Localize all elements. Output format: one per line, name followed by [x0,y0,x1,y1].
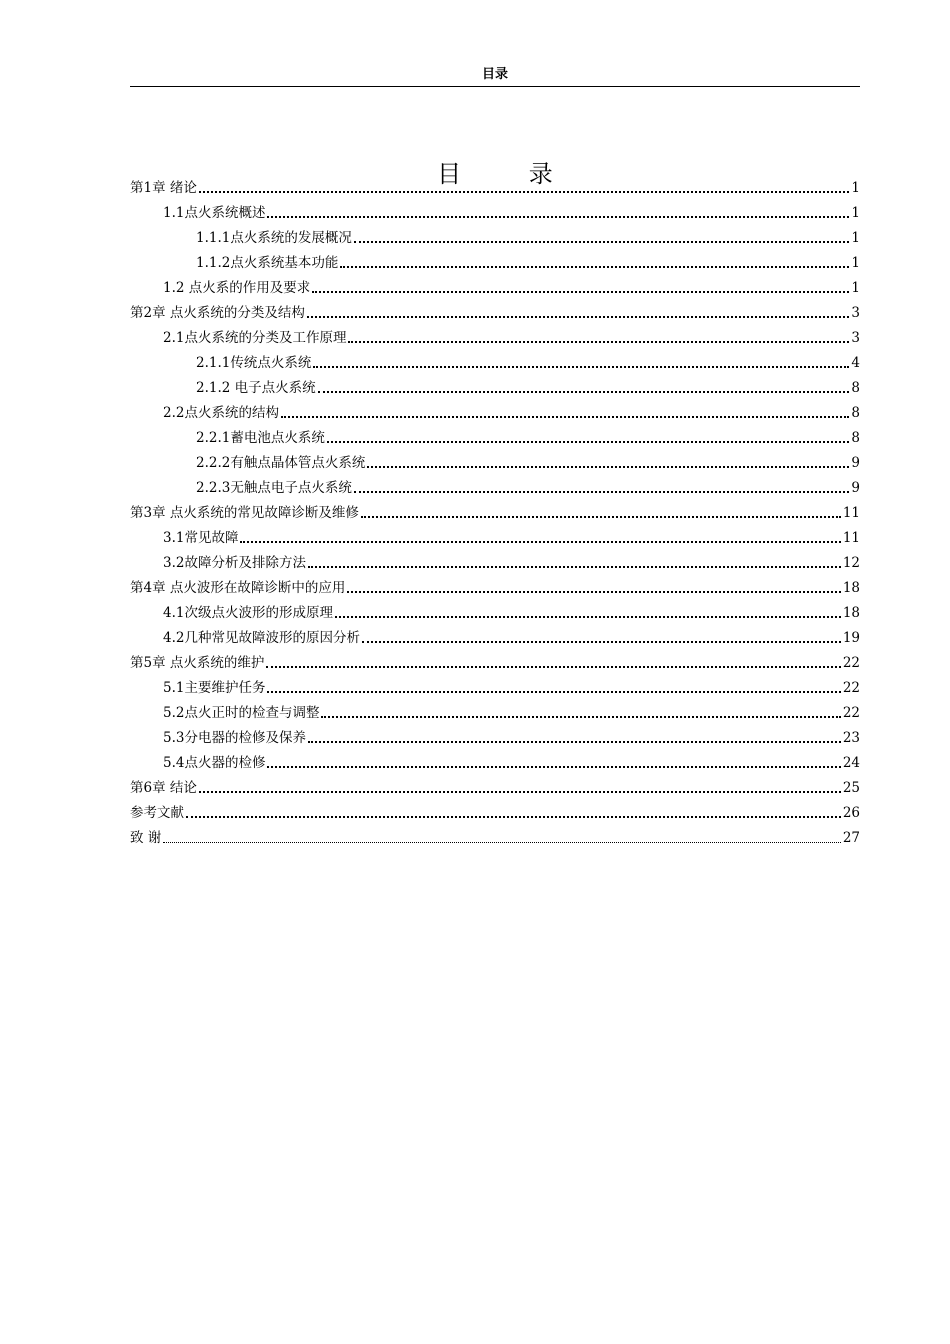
toc-page-number: 11 [842,505,860,521]
toc-entry-label: 4.2几种常见故障波形的原因分析 [163,630,360,646]
toc-entry[interactable] [130,622,860,647]
toc-page-number: 1 [851,280,860,296]
toc-entry-label: 第6章 结论 [130,780,197,796]
toc-entry[interactable] [130,322,860,347]
toc-dot-leader [267,766,840,768]
toc-entry-label: 第5章 点火系统的维护 [130,655,265,671]
toc-entry-label: 第3章 点火系统的常见故障诊断及维修 [130,505,359,521]
toc-page-number: 11 [842,530,860,546]
toc-entry-label: 2.2点火系统的结构 [163,405,279,421]
toc-dot-leader [267,691,840,693]
toc-page-number: 24 [842,755,860,771]
toc-entry-label: 致 谢 [130,830,162,846]
toc-page-number: 4 [851,355,860,371]
toc-dot-leader [308,566,841,568]
table-of-contents [130,172,860,847]
toc-entry[interactable] [130,247,860,272]
toc-entry[interactable] [130,597,860,622]
toc-entry[interactable] [130,647,860,672]
toc-dot-leader [347,591,840,593]
toc-page-number: 8 [851,380,860,396]
toc-dot-leader [321,716,840,718]
toc-entry[interactable] [130,197,860,222]
toc-entry-label: 2.1.1传统点火系统 [196,355,312,371]
toc-entry[interactable] [130,447,860,472]
toc-page-number: 1 [851,205,860,221]
toc-entry[interactable] [130,397,860,422]
toc-dot-leader [327,441,850,443]
toc-entry-label: 2.2.1蓄电池点火系统 [196,430,325,446]
toc-page-number: 1 [851,230,860,246]
toc-entry[interactable] [130,497,860,522]
toc-entry[interactable] [130,697,860,722]
toc-entry-label: 5.4点火器的检修 [163,755,266,771]
toc-dot-leader [308,741,841,743]
toc-page-number: 1 [851,180,860,196]
toc-entry-label: 2.1.2 电子点火系统 [196,380,316,396]
toc-entry[interactable] [130,372,860,397]
toc-entry[interactable] [130,422,860,447]
toc-dot-leader [199,791,841,793]
toc-entry-label: 5.3分电器的检修及保养 [163,730,306,746]
toc-entry[interactable] [130,522,860,547]
toc-dot-leader [313,366,849,368]
toc-dot-leader [362,641,841,643]
toc-dot-leader [267,216,849,218]
toc-entry-label: 1.1点火系统概述 [163,205,266,221]
toc-entry[interactable] [130,472,860,497]
toc-page-number: 22 [842,705,860,721]
running-header-title: 目录 [481,67,508,82]
toc-entry-label: 3.1常见故障 [163,530,239,546]
toc-dot-leader [340,266,849,268]
toc-page-number: 9 [851,455,860,471]
toc-entry[interactable] [130,272,860,297]
toc-page-number: 18 [842,605,860,621]
toc-dot-leader [367,466,849,468]
toc-entry-label: 第2章 点火系统的分类及结构 [130,305,305,321]
toc-page-number: 25 [842,780,860,796]
toc-page-number: 19 [842,630,860,646]
toc-entry[interactable] [130,222,860,247]
toc-entry[interactable] [130,347,860,372]
toc-entry[interactable] [130,172,860,197]
toc-entry[interactable] [130,772,860,797]
toc-entry[interactable] [130,297,860,322]
toc-page-number: 22 [842,680,860,696]
toc-page-number: 1 [851,255,860,271]
toc-entry-label: 1.1.2点火系统基本功能 [196,255,339,271]
toc-entry-label: 1.2 点火系的作用及要求 [163,280,311,296]
toc-entry-label: 5.2点火正时的检查与调整 [163,705,320,721]
toc-dot-leader [354,241,850,243]
toc-entry[interactable] [130,822,860,847]
toc-entry[interactable] [130,747,860,772]
toc-page-number: 9 [851,480,860,496]
toc-dot-leader [240,541,840,543]
toc-entry[interactable] [130,722,860,747]
toc-page-number: 27 [842,830,860,846]
toc-entry-label: 3.2故障分析及排除方法 [163,555,306,571]
toc-entry-label: 1.1.1点火系统的发展概况 [196,230,352,246]
toc-dot-leader [312,291,849,293]
toc-entry[interactable] [130,572,860,597]
toc-dot-leader [281,416,849,418]
toc-page-number: 8 [851,405,860,421]
toc-page-number: 12 [842,555,860,571]
toc-entry-label: 第1章 绪论 [130,180,197,196]
toc-dot-leader [354,491,850,493]
toc-dot-leader [361,516,841,518]
toc-entry[interactable] [130,672,860,697]
toc-entry-label: 2.2.2有触点晶体管点火系统 [196,455,366,471]
toc-entry-label: 参考文献 [130,805,184,821]
toc-dot-leader [348,341,849,343]
toc-entry-label: 5.1主要维护任务 [163,680,266,696]
toc-page-number: 8 [851,430,860,446]
toc-page-number: 23 [842,730,860,746]
toc-dot-leader [163,842,841,843]
toc-dot-leader [335,616,841,618]
toc-page-number: 3 [851,305,860,321]
toc-entry[interactable] [130,547,860,572]
toc-dot-leader [266,666,840,668]
toc-entry-label: 第4章 点火波形在故障诊断中的应用 [130,580,346,596]
toc-entry[interactable] [130,797,860,822]
toc-dot-leader [199,191,850,193]
toc-entry-label: 2.1点火系统的分类及工作原理 [163,330,347,346]
toc-dot-leader [186,816,841,818]
toc-page-number: 18 [842,580,860,596]
toc-page-number: 3 [851,330,860,346]
toc-page-number: 22 [842,655,860,671]
toc-page-number: 26 [842,805,860,821]
toc-dot-leader [318,391,850,393]
toc-dot-leader [307,316,850,318]
toc-entry-label: 2.2.3无触点电子点火系统 [196,480,352,496]
toc-title: 目 录 [437,160,583,188]
header-rule [130,86,860,87]
toc-entry-label: 4.1次级点火波形的形成原理 [163,605,333,621]
